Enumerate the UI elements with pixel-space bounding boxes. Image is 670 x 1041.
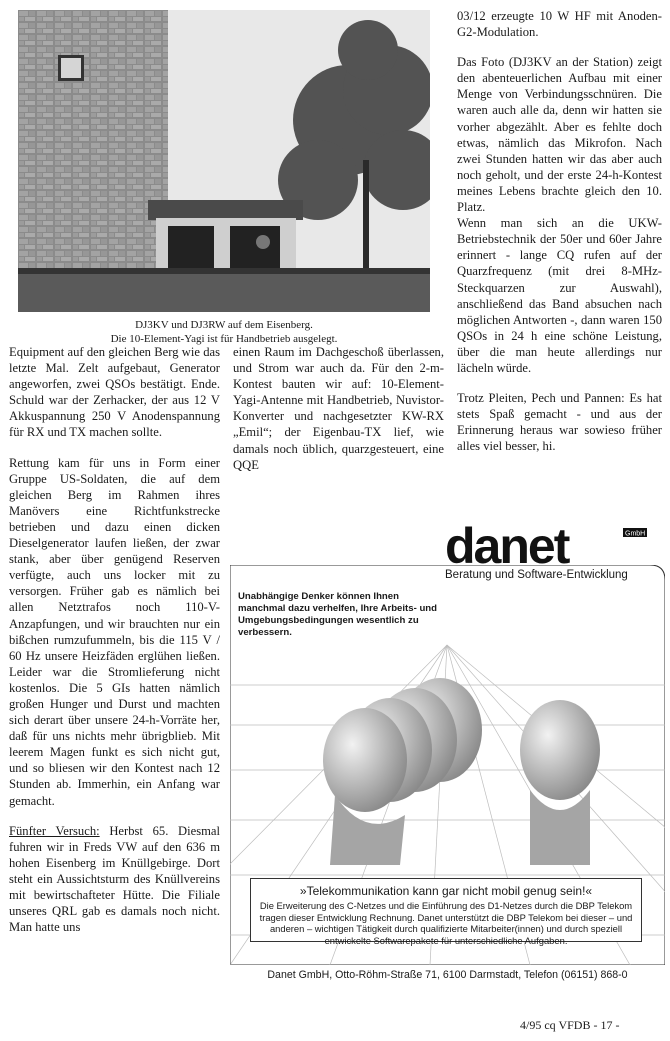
ad-slogan-box bbox=[250, 878, 642, 946]
paragraph-text: Herbst 65. Diesmal fuhren wir in Freds VW auf den 636 m hohen Eisenberg im Knüllgebirge. Dort steht ein Aussichtsturm des Knüllvereins mit bewirtschafteter Hütte. Die Filiale unseres QRL gab es damals noch nicht. Man hatte uns bbox=[9, 823, 221, 935]
paragraph: Das Foto (DJ3KV an der Station) zeigt den abenteuerlichen Aufbau mit einer Menge von Verbindungsschnüren. Die waren auch alle da, denn wir hatten sie vorher abgezählt. Aber es fehlte doch etwas, nämlich das Mikrofon. Nach zwei Stunden hatten wir das aber auch noch geholt, und der erste 24-h-Kontest meines Lebens brachte gleich den 10. Platz. bbox=[457, 55, 662, 215]
tower-photo bbox=[18, 10, 430, 312]
logo-wordmark: danet bbox=[445, 525, 569, 569]
ad-headline: Unabhängige Denker können Ihnen manchmal dazu verhelfen, Ihre Arbeits- und Umgebungsbedingungen wesentlich zu verbessern. bbox=[238, 591, 438, 638]
paragraph: Trotz Pleiten, Pech und Pannen: Es hat stets Spaß gemacht - und aus der Erinnerung heraus war sowieso früher alles viel besser, hi. bbox=[457, 391, 662, 454]
paragraph: einen Raum im Dachgeschoß überlassen, und Strom war auch da. Für den 2-m-Kontest bauten wir auf: 10-Element-Yagi-Antenne mit Handbetrieb, Nuvistor-Konverter und nachgesetzter KW-RX „Emil“; der Eigenbau-TX lief, wie damals noch üblich, quarzgesteuert, eine QQE bbox=[233, 345, 444, 472]
ad-slogan-title: »Telekommunikation kann gar nicht mobil genug sein!« bbox=[299, 884, 593, 898]
paragraph: Rettung kam für uns in Form einer Gruppe US-Soldaten, die auf dem gleichen Berg im Rahmen ihres Manövers eine Richtfunkstrecke betrieben und dazu einen dicken Dieselgenerator laufen ließen, der zwar stank, aber über genügend Reserven verfügte, auch uns locker mit zu versorgen. Früher gab es nämlich bei allen Netztrafos noch 110-V-Anzapfungen, und wir brauchten nur ein bißchen rumzufummeln, bis die 115 V / 60 Hz unsere Heizfäden erglühen ließen. Leider war die Stromlieferung nicht kostenlos. Die 5 GIs hatten nämlich großen Hunger und Durst und machten sich derart über unsere 24-h-Vorräte her, daß für uns nichts mehr übrigblieb. Mit leerem Magen funkt es sich nicht gut, und so bliesen wir den Kontest nach 12 Stunden ab. Immerhin, ein Anfang war gemacht. bbox=[9, 455, 220, 808]
logo-gmbh: GmbH bbox=[625, 530, 646, 538]
ad-tagline: Beratung und Software-Entwicklung bbox=[445, 569, 628, 581]
paragraph: Equipment auf den gleichen Berg wie das letzte Mal. Zelt aufgebaut, Generator angeworfen, zwei QSOs bestätigt. Ende. Schuld war der Zerhacker, der aus 12 V Akkuspannung 250 V Anodenspannung für RX und TX machen sollte. bbox=[9, 345, 220, 440]
article-column-2 bbox=[233, 344, 444, 487]
section-label: Fünfter Versuch: bbox=[9, 823, 100, 838]
article-column-3 bbox=[457, 8, 662, 468]
paragraph: 03/12 erzeugte 10 W HF mit Anoden-G2-Modulation. bbox=[457, 9, 662, 40]
photo-caption bbox=[18, 318, 430, 346]
paragraph bbox=[9, 823, 220, 936]
caption-line-2: Die 10-Element-Yagi ist für Handbetrieb ausgelegt. bbox=[110, 333, 338, 345]
paragraph: Wenn man sich an die UKW-Betriebstechnik der 50er und 60er Jahre erinnert - lange CQ rufen auf der Quarzfrequenz (mit drei 8-MHz-Steckquarzen zur Auswahl), anschließend das Band absuchen nach möglichen Antworten -, dann waren 150 QSOs in 24 h eine schöne Leistung, über die man heute allerdings nur lächeln würde. bbox=[457, 216, 662, 375]
ad-slogan-text: Die Erweiterung des C-Netzes und die Einführung des D1-Netzes durch die DBP Telekom tragen dieser Entwicklung Rechnung. Danet unterstützt die DBP Telekom bei dieser – und anderen – wichtigen Tätigkeit durch qualifizierte Mitarbeiter(innen) und durch speziell entwickelte Softwarepakete für unterschiedliche Aufgaben. bbox=[259, 900, 633, 946]
page-footer: 4/95 cq VFDB - 17 - bbox=[520, 1018, 620, 1032]
article-column-1 bbox=[9, 344, 220, 949]
heads-illustration bbox=[290, 665, 630, 865]
caption-line-1: DJ3KV und DJ3RW auf dem Eisenberg. bbox=[135, 319, 313, 331]
danet-advertisement bbox=[230, 525, 665, 995]
ad-address: Danet GmbH, Otto-Röhm-Straße 71, 6100 Darmstadt, Telefon (06151) 868-0 bbox=[267, 969, 628, 981]
